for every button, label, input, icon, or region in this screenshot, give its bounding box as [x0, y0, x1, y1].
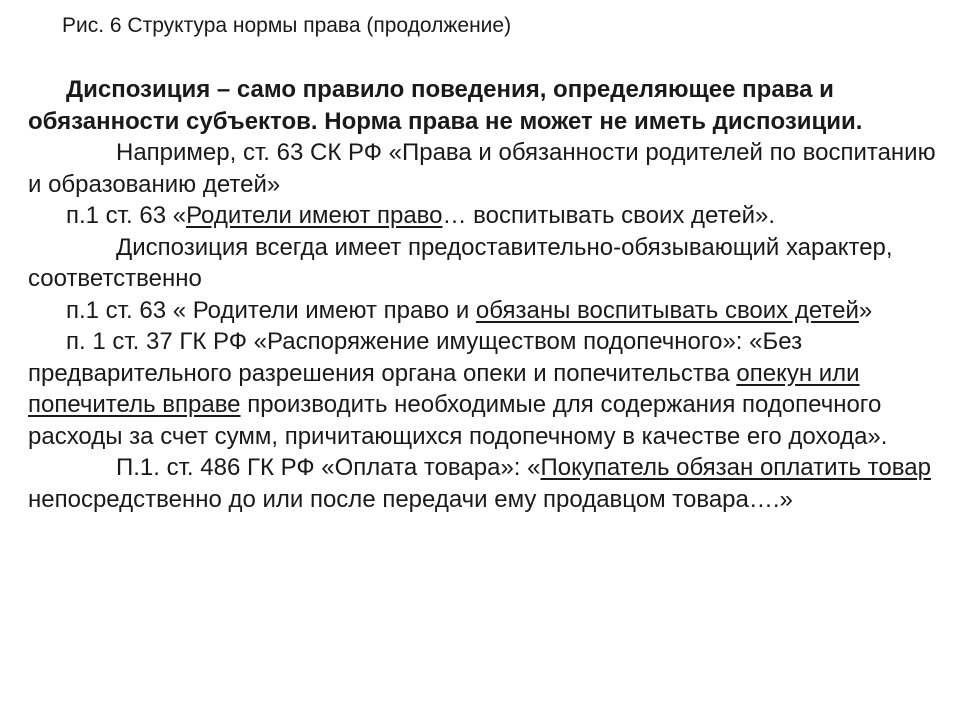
- article-63-p1-underlined: Родители имеют право: [186, 202, 443, 229]
- article-486-suffix: непосредственно до или после передачи ему продавцом товара….»: [28, 485, 793, 513]
- article-37-suffix: производить необходимые для содержания подопечного расходы за счет сумм, причитающихся подопечному в качестве его дохода».: [28, 391, 888, 450]
- article-63-p2-underlined: обязаны воспитывать своих детей: [475, 296, 859, 324]
- character-paragraph: Диспозиция всегда имеет предоставительно-обязывающий характер, соответственно: [28, 233, 893, 292]
- article-63-p2-suffix: »: [858, 296, 873, 324]
- definition-paragraph: Диспозиция – само правило поведения, определяющее права и обязанности субъектов. Норма права не может не иметь диспозиции.: [28, 76, 863, 135]
- article-63-p2-paragraph: [28, 295, 938, 327]
- example-intro-paragraph: Например, ст. 63 СК РФ «Права и обязанности родителей по воспитанию и образованию детей»: [28, 139, 936, 198]
- article-63-p1-suffix: … воспитывать своих детей».: [442, 202, 776, 229]
- article-37-paragraph: [28, 326, 938, 452]
- article-63-p2-prefix: п.1 ст. 63 « Родители имеют право и: [66, 296, 476, 324]
- article-486-underlined: Покупатель обязан оплатить товар: [540, 454, 931, 481]
- article-37-underlined: опекун или попечитель вправе: [28, 359, 860, 418]
- article-486-prefix: П.1. ст. 486 ГК РФ «Оплата товара»: «: [116, 454, 541, 481]
- article-63-p1-paragraph: [28, 200, 938, 232]
- slide-body: [28, 74, 938, 515]
- article-486-paragraph: [28, 452, 938, 515]
- slide-title: Рис. 6 Структура нормы права (продолжение): [62, 14, 512, 37]
- article-37-prefix: п. 1 ст. 37 ГК РФ «Распоряжение имуществом подопечного»: «Без предварительного разрешения органа опеки и попечительства: [28, 328, 803, 387]
- article-63-p1-prefix: п.1 ст. 63 «: [66, 202, 187, 229]
